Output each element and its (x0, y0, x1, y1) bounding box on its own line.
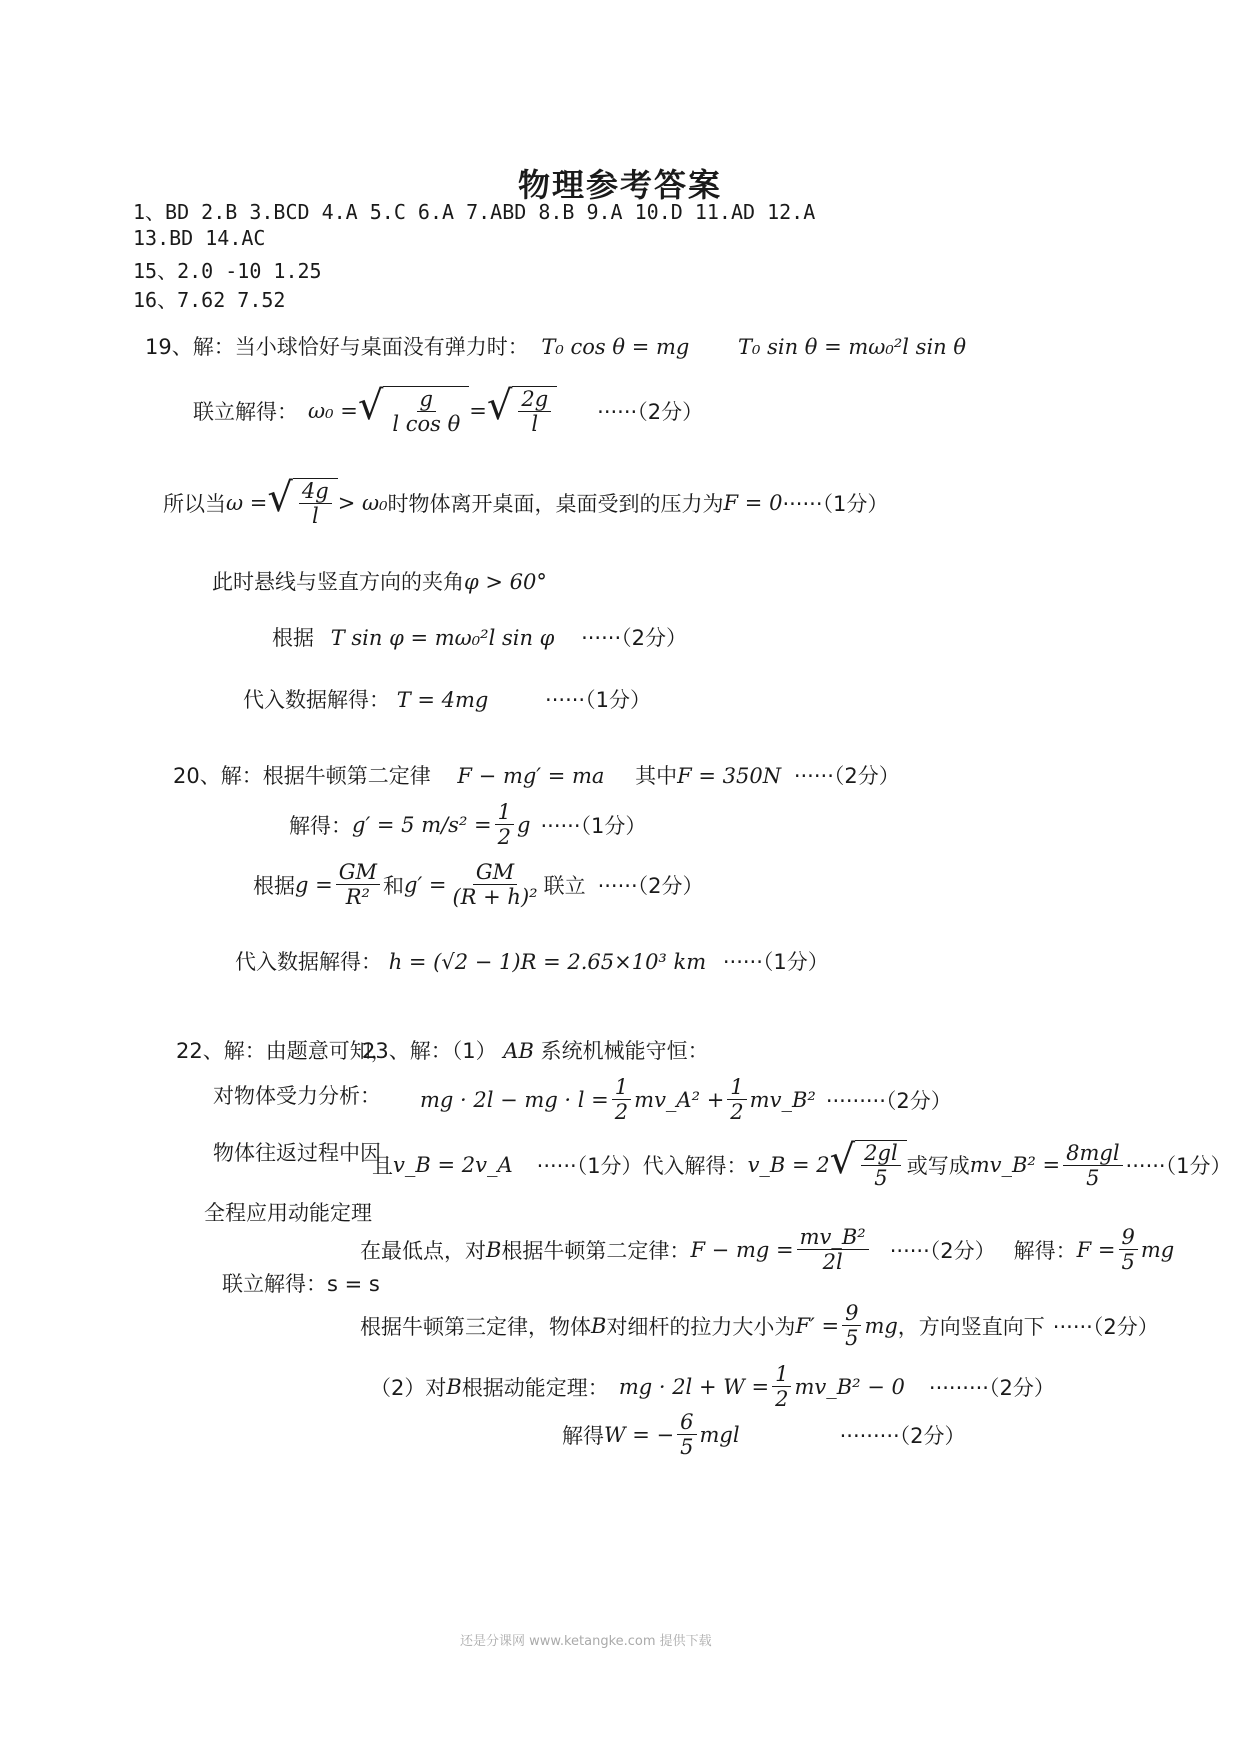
q19-leaves-table: 时物体离开桌面，桌面受到的压力为 (387, 492, 724, 517)
q20-gm-r2 (336, 860, 380, 909)
q23-energy-lhs: mg · 2l − mg · l = (420, 1087, 609, 1112)
q23-frac-num: 8mgl (1063, 1141, 1122, 1166)
q20-line-3 (253, 860, 704, 909)
q23-nf1-num: 9 (1119, 1225, 1138, 1250)
answers-row-2: 13.BD 14.AC (133, 226, 266, 250)
q23-half-2 (727, 1075, 746, 1124)
q19-line-2 (193, 383, 704, 437)
q23-8mgl-5 (1063, 1141, 1122, 1190)
q20-half-den: 2 (497, 825, 512, 850)
q20-height-result: h = (√2 − 1)R = 2.65×10³ km (388, 950, 707, 974)
q23-energy-conservation: 系统机械能守恒： (540, 1039, 709, 1063)
q20-where: 其中 (635, 764, 678, 788)
q19-frac3-num: 4g (299, 479, 332, 504)
q23-term-b: mv_B² (749, 1087, 816, 1112)
q20-force-value: F = 350N (677, 764, 782, 788)
q20-frac1-num: GM (336, 860, 380, 885)
q20-g-eq: g = (295, 872, 333, 897)
q20-score-1: ······（2分） (793, 764, 900, 788)
q19-score-1: ······（2分） (597, 400, 704, 425)
q19-angle-text: 此时悬线与竖直方向的夹角 (212, 570, 464, 594)
q23-line-2 (420, 1075, 952, 1124)
q19-so-when: 所以当 (163, 492, 226, 517)
q23-f-eq: F = (1076, 1237, 1116, 1262)
q20-intro: 20、解：根据牛顿第二定律 (173, 764, 431, 788)
q23-score-1: ·········（2分） (825, 1088, 952, 1113)
q23-half-3 (772, 1362, 791, 1411)
q23-nf2-num: 9 (842, 1301, 861, 1326)
q19-eq-vertical: T₀ cos θ = mg (541, 335, 690, 359)
q19-gt-omega0: > ω₀ (337, 491, 388, 516)
q23-sf-den: 5 (680, 1435, 694, 1460)
q23-half-1 (612, 1075, 631, 1124)
q19-line-6 (243, 684, 651, 714)
q23-line-7 (562, 1410, 966, 1459)
q23-score-3: ······（1分） (1125, 1154, 1232, 1179)
q19-omega: ω = (226, 491, 268, 516)
q20-solve: 解得： (289, 813, 352, 838)
q23-sqrt: √ $\frac{2gl}{5}$ (830, 1140, 907, 1190)
q19-score-2: ······（1分） (782, 492, 889, 517)
q23-newton2: 根据牛顿第二定律： (501, 1238, 691, 1263)
q20-g: g (517, 812, 531, 837)
q23-half1-den: 2 (614, 1100, 629, 1125)
q23-substitute: 代入解得： (642, 1154, 748, 1179)
q23-nine-fifths-2 (842, 1301, 861, 1350)
q19-sqrt-1: √ $\frac{g}{\text{l cos θ}}$ (358, 386, 469, 436)
q23-score-4: ······（2分） (889, 1238, 996, 1263)
q19-frac1-den: l cos θ (392, 412, 461, 437)
q19-frac2-den: l (531, 412, 539, 437)
q23-nine-fifths-1 (1119, 1225, 1138, 1274)
q23-b-1: B (486, 1237, 502, 1262)
q23-work-lhs: mg · 2l + W = (618, 1374, 770, 1399)
q19-frac1-num: g (417, 387, 436, 412)
q23-part2: （2）对 (370, 1375, 447, 1400)
q20-score-3: ······（2分） (597, 873, 704, 898)
q23-pull-force: 对细杆的拉力大小为 (606, 1314, 796, 1339)
q23-mvb2: mv_B² = (969, 1153, 1061, 1178)
q23-half1-num: 1 (612, 1075, 631, 1100)
q23-cent-den: 2l (822, 1250, 843, 1275)
q20-combine: 联立 (543, 873, 586, 898)
q23-mg-2: mg (864, 1313, 898, 1338)
q20-line-1 (173, 760, 900, 790)
q23-solve: 解得： (1013, 1238, 1077, 1263)
q23-nf1-den: 5 (1121, 1250, 1135, 1275)
q23-six-fifths (677, 1410, 696, 1459)
q23-half3-num: 1 (772, 1362, 791, 1387)
q19-frac2-num: 2g (518, 387, 551, 412)
q23-sf-num: 6 (677, 1410, 696, 1435)
q23-w-eq: W = − (604, 1422, 675, 1447)
q23-centripetal (797, 1225, 869, 1274)
q23-and: 且 (372, 1154, 393, 1179)
q19-intro: 19、解：当小球恰好与桌面没有弹力时： (145, 335, 529, 359)
q23-frac-den: 5 (1086, 1165, 1100, 1190)
q23-intro: 23、解：（1） (362, 1039, 497, 1063)
answers-row-3: 15、2.0 -10 1.25 (133, 259, 322, 283)
q20-newton-eq: F − mg′ = ma (457, 764, 605, 788)
q20-according: 根据 (253, 873, 295, 898)
q23-vb-eq: v_B = 2 (747, 1153, 830, 1178)
q19-solve-label: 联立解得： (193, 400, 298, 425)
q23-solve-w: 解得 (562, 1423, 604, 1448)
q20-gm-rh2 (449, 860, 540, 909)
q20-frac2-den: (R + h)² (452, 885, 538, 910)
q23-f-mg: F − mg = (690, 1237, 794, 1262)
q23-line-4 (360, 1225, 1174, 1274)
q20-half-num: 1 (495, 800, 514, 825)
q23-score-6: ·········（2分） (928, 1375, 1055, 1400)
q23-score-7: ·········（2分） (839, 1423, 966, 1448)
q22-line-5: 联立解得：s = s (222, 1272, 380, 1296)
q23-vb-2va: v_B = 2v_A (393, 1153, 513, 1178)
q20-and: 和 (383, 873, 404, 898)
q19-score-4: ······（1分） (545, 688, 651, 712)
q23-b-3: B (446, 1374, 462, 1399)
q23-line-3 (372, 1137, 1232, 1191)
q23-nf2-den: 5 (845, 1326, 859, 1351)
q23-cent-num: mv_B² (797, 1225, 869, 1250)
q19-tension-eq: T sin φ = mω₀²l sin φ (330, 626, 555, 650)
q23-score-2: ······（1分） (536, 1154, 643, 1179)
q23-work-rhs: mv_B² − 0 (794, 1374, 905, 1399)
q19-equals: = (469, 399, 487, 424)
q22-line-2: 对物体受力分析： (213, 1084, 381, 1108)
q20-gprime-eq: g′ = (404, 872, 447, 897)
q23-line-6 (370, 1362, 1055, 1411)
q20-substitute: 代入数据解得： (235, 950, 382, 974)
q23-half2-num: 1 (727, 1075, 746, 1100)
q19-sqrt-2: √ $\frac{2g}{l}$ (487, 386, 557, 436)
q23-or-write: 或写成 (906, 1154, 970, 1179)
q20-line-2 (289, 800, 646, 849)
q20-score-2: ······（1分） (540, 813, 647, 838)
q23-newton3: 根据牛顿第三定律，物体 (360, 1314, 591, 1339)
q20-frac2-num: GM (473, 860, 517, 885)
q23-line-5 (360, 1301, 1159, 1350)
q23-ab: AB (503, 1039, 534, 1063)
q19-angle-eq: φ > 60° (464, 570, 547, 594)
footer-watermark: 还是分课网 www.ketangke.com 提供下载 (460, 1634, 712, 1649)
q20-frac1-den: R² (345, 885, 370, 910)
q19-substitute: 代入数据解得： (243, 688, 390, 712)
q23-direction: ，方向竖直向下 (897, 1314, 1045, 1339)
q20-half (495, 800, 514, 849)
q23-mg-1: mg (1140, 1237, 1175, 1262)
q23-fprime-eq: F′ = (795, 1313, 840, 1338)
q22-line-4: 全程应用动能定理 (204, 1201, 372, 1225)
answers-row-1: 1、BD 2.B 3.BCD 4.A 5.C 6.A 7.ABD 8.B 9.A 10.D 11.AD 12.A (133, 200, 816, 224)
q19-line-4 (212, 566, 547, 596)
q19-f-zero: F = 0 (723, 491, 783, 516)
answers-row-4: 16、7.62 7.52 (133, 288, 286, 312)
q20-gprime: g′ = 5 m/s² = (352, 812, 492, 837)
q23-line-1 (362, 1035, 709, 1065)
q23-sqrt-den: 5 (874, 1166, 888, 1191)
q20-line-4 (235, 946, 829, 976)
q19-line-5 (272, 622, 687, 652)
q23-mgl: mgl (699, 1422, 740, 1447)
q19-eq-horizontal: T₀ sin θ = mω₀²l sin θ (738, 335, 967, 359)
q19-line-1 (145, 331, 966, 361)
q22-line-1: 22、解：由题意可知， (176, 1039, 392, 1063)
q19-line-3 (163, 475, 889, 529)
q22-line-3: 物体往返过程中因 (213, 1141, 381, 1165)
q23-b-2: B (591, 1313, 607, 1338)
q23-half3-den: 2 (775, 1387, 789, 1412)
q23-kinetic-theorem: 根据动能定理： (461, 1375, 609, 1400)
q19-score-3: ······（2分） (581, 626, 687, 650)
q23-term-a: mv_A² + (634, 1087, 725, 1112)
q23-score-5: ······（2分） (1052, 1314, 1159, 1339)
page-title: 物理参考答案 (517, 166, 722, 204)
q23-lowest-point: 在最低点，对 (360, 1238, 486, 1263)
q19-omega0: ω₀ = (308, 399, 358, 424)
q20-score-4: ······（1分） (722, 950, 829, 974)
q23-sqrt-num: 2gl (861, 1141, 901, 1166)
q19-result: T = 4mg (396, 688, 489, 712)
q19-according: 根据 (272, 626, 314, 650)
q19-frac3-den: l (311, 504, 319, 529)
q23-half2-den: 2 (730, 1100, 744, 1125)
q19-sqrt-3: √ $\frac{4g}{l}$ (267, 478, 337, 528)
